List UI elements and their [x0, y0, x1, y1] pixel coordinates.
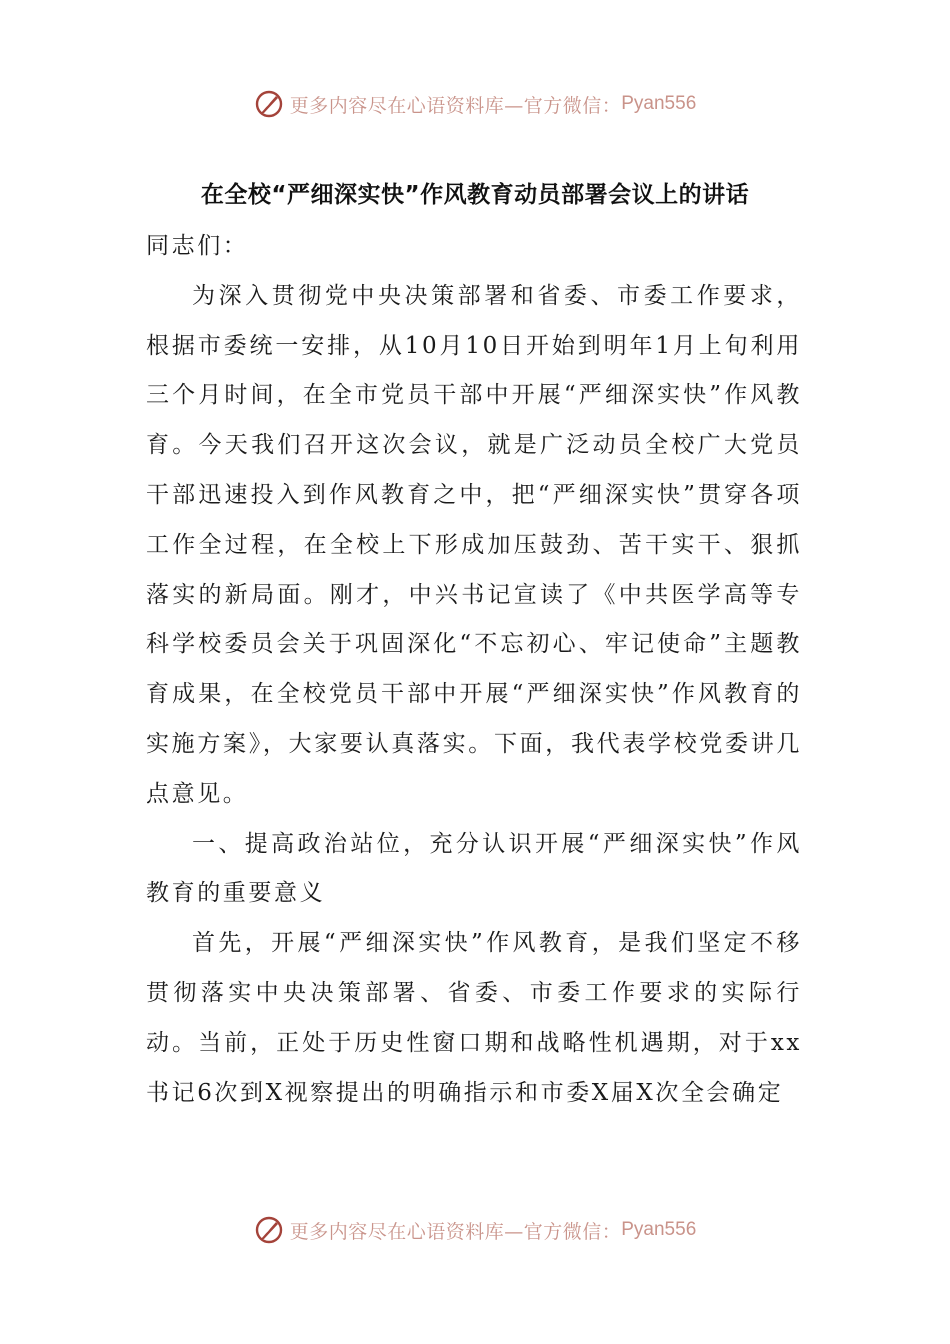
body-paragraph: 首先，开展“严细深实快”作风教育，是我们坚定不移贯彻落实中央决策部署、省委、市委工作要求的实际行动。当前，正处于历史性窗口期和战略性机遇期，对于xx书记6次到X视察提出的明确指示和市委X届X次全会确定: [146, 930, 802, 1106]
watermark-wechat-id: Pyan556: [621, 93, 697, 114]
body-paragraph: 为深入贯彻党中央决策部署和省委、市委工作要求，根据市委统一安排，从10月10日开始到明年1月上旬利用三个月时间，在全市党员干部中开展“严细深实快”作风教育。今天我们召开这次会议，就是广泛动员全校广大党员干部迅速投入到作风教育之中，把“严细深实快”贯穿各项工作全过程，在全校上下形成加压鼓劲、苦干实干、狠抓落实的新局面。刚才，中兴书记宣读了《中共医学高等专科学校委员会关于巩固深化“不忘初心、牢记使命”主题教育成果，在全校党员干部中开展“严细深实快”作风教育的实施方案》，大家要认真落实。下面，我代表学校党委讲几点意见。: [146, 282, 802, 807]
document-body: [146, 222, 802, 1118]
quill-logo-icon: [254, 89, 284, 119]
section-heading: 一、提高政治站位，充分认识开展“严细深实快”作风教育的重要意义: [146, 830, 802, 907]
watermark-wechat-id: Pyan556: [621, 1219, 697, 1240]
watermark-text: 更多内容尽在心语资料库—官方微信：: [289, 1220, 622, 1243]
document-title: 在全校“严细深实快”作风教育动员部署会议上的讲话: [200, 182, 750, 208]
salutation: 同志们：: [146, 233, 249, 259]
quill-logo-icon: [254, 1215, 284, 1245]
watermark-text: 更多内容尽在心语资料库—官方微信：: [289, 94, 622, 117]
footer-watermark: [0, 1212, 950, 1248]
header-watermark: [0, 86, 950, 122]
